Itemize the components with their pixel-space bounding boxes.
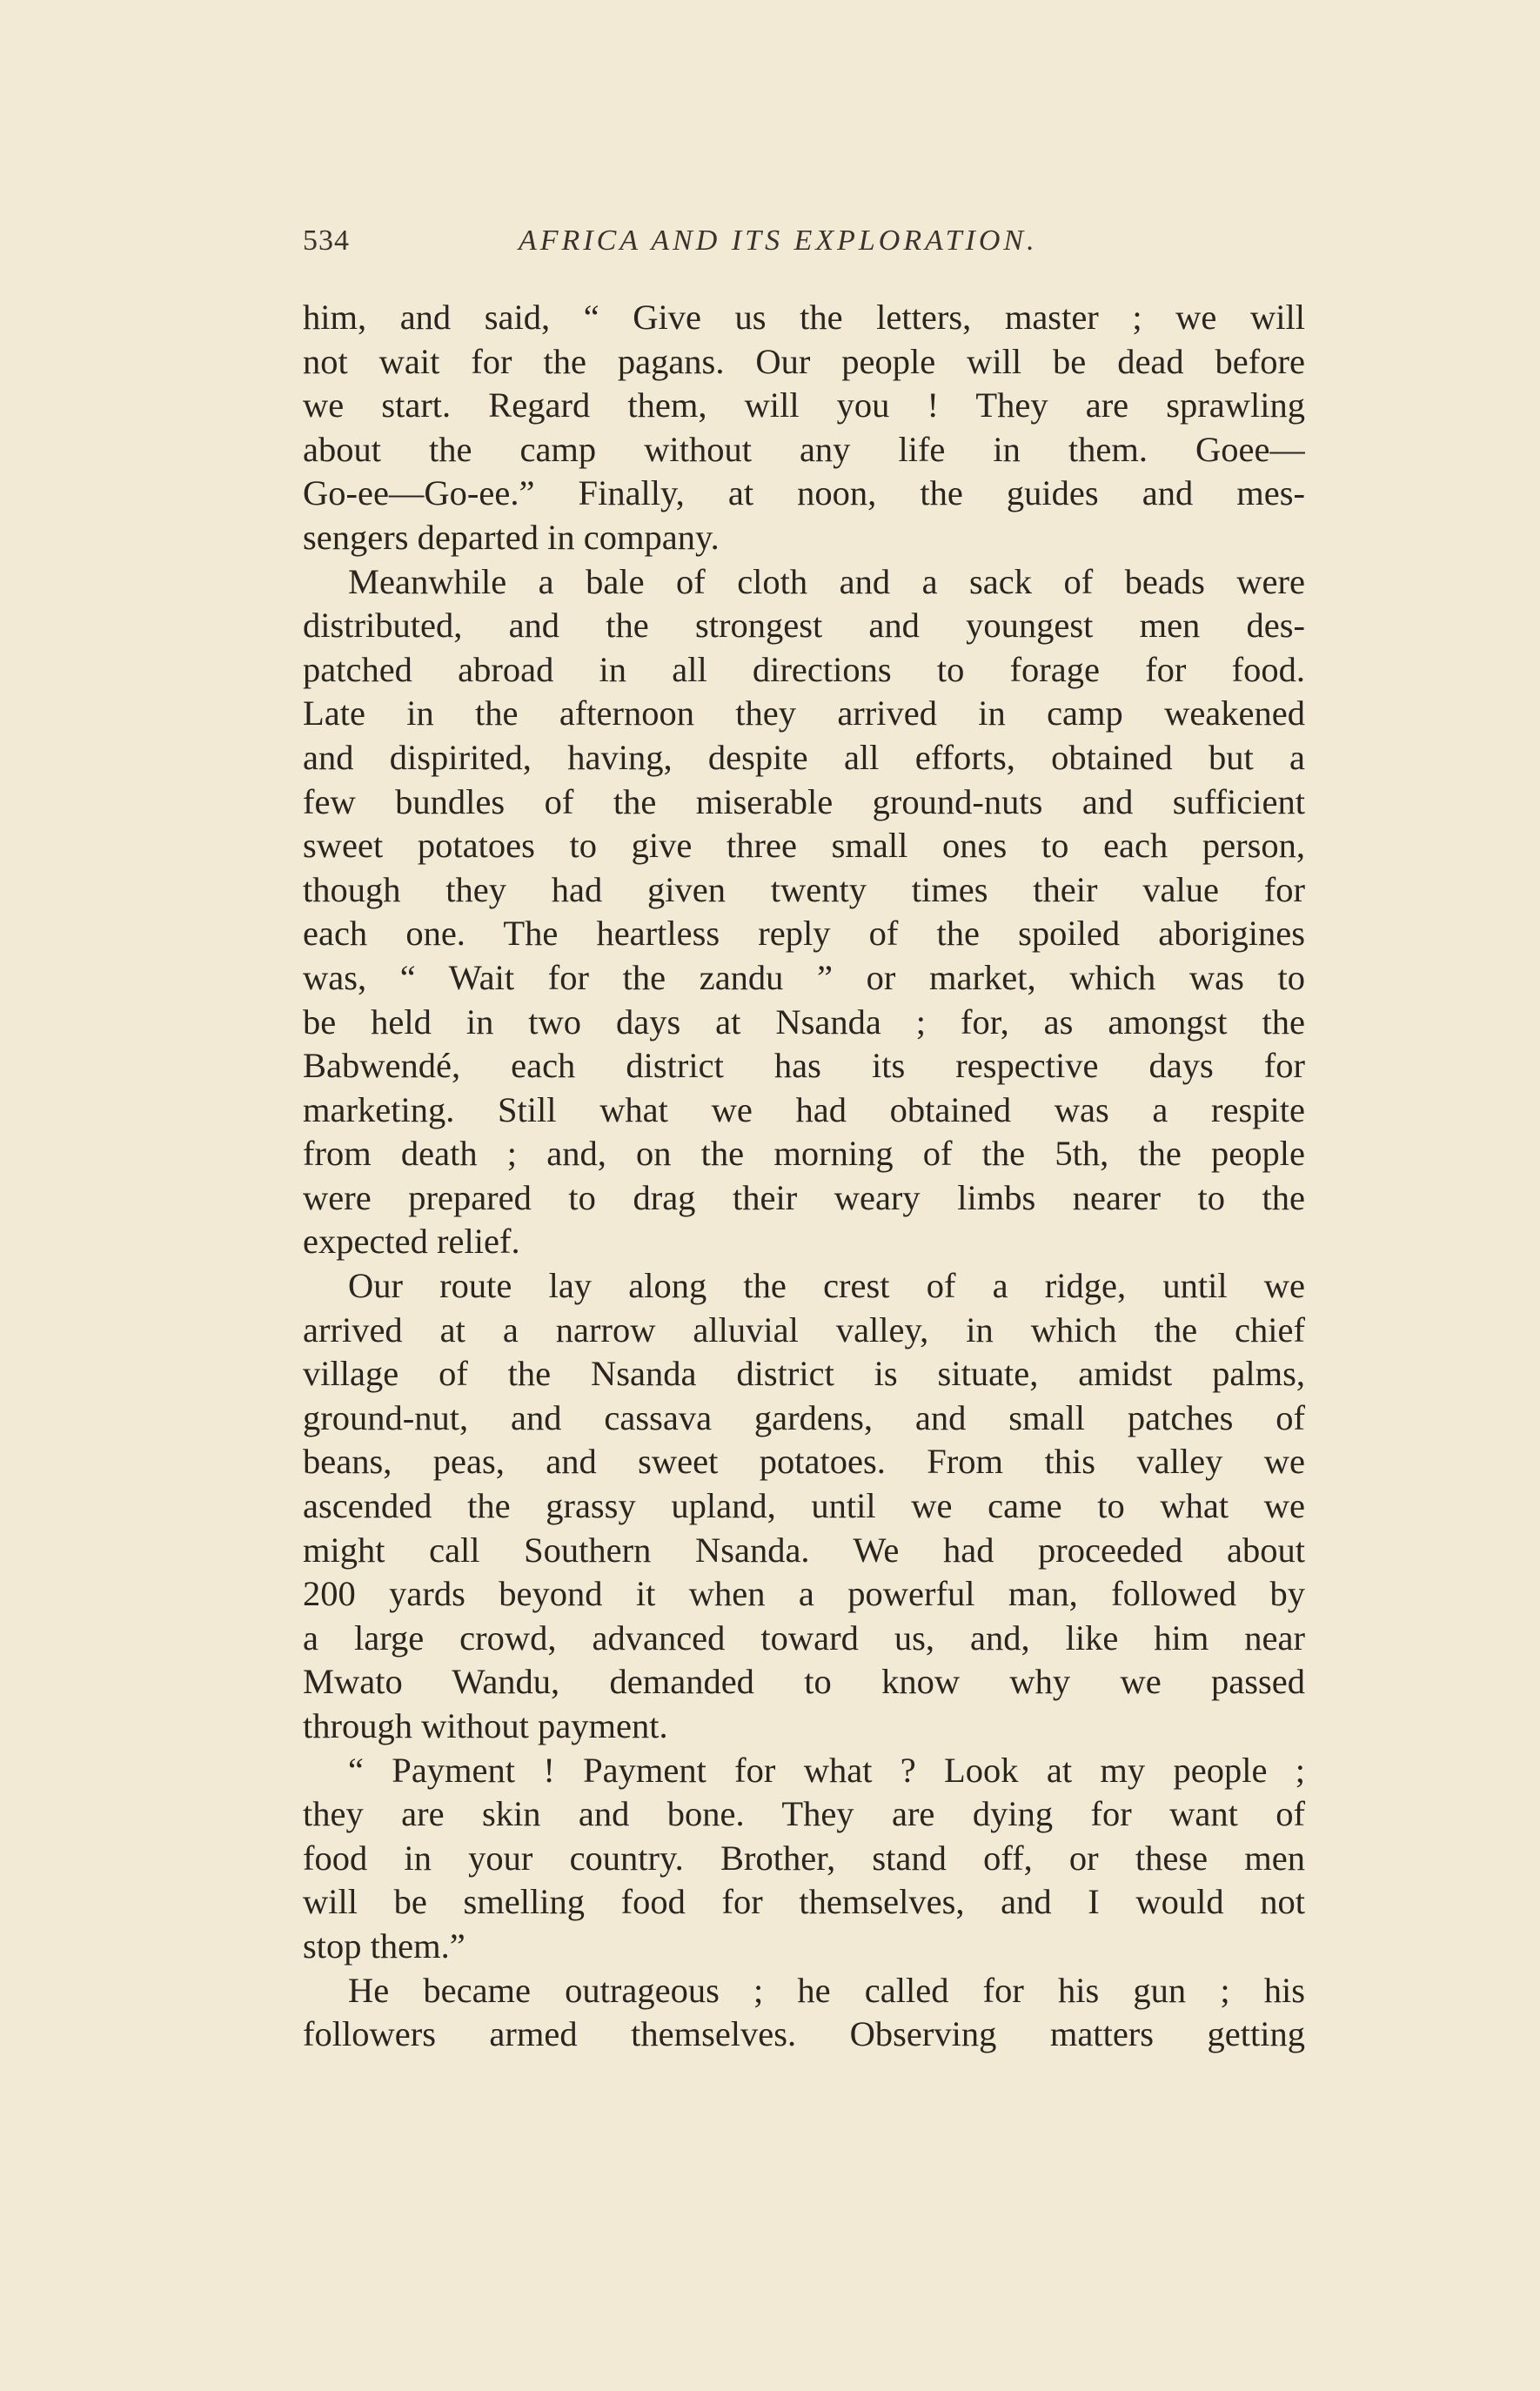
text-line: were prepared to drag their weary limbs nearer to the	[303, 1177, 1305, 1217]
text-line: ascended the grassy upland, until we came to what we	[303, 1486, 1305, 1526]
text-line: village of the Nsanda district is situate, amidst palms,	[303, 1354, 1305, 1394]
text-line: we start. Regard them, will you ! They are sprawling	[303, 385, 1305, 425]
text-line: followers armed themselves. Observing matters getting	[303, 2014, 1305, 2054]
paragraph-start-line: Our route lay along the crest of a ridge, until we	[348, 1266, 1305, 1306]
text-line: a large crowd, advanced toward us, and, like him near	[303, 1617, 1305, 1658]
text-line: not wait for the pagans. Our people will be dead before	[303, 341, 1305, 381]
text-line: about the camp without any life in them. Goee—	[303, 429, 1305, 469]
text-line: and dispirited, having, despite all efforts, obtained but a	[303, 737, 1305, 777]
text-line: 200 yards beyond it when a powerful man, followed by	[303, 1574, 1305, 1614]
page-number: 534	[303, 224, 350, 257]
text-line: beans, peas, and sweet potatoes. From this valley we	[303, 1442, 1305, 1482]
running-title: AFRICA AND ITS EXPLORATION.	[519, 224, 1038, 257]
text-line: from death ; and, on the morning of the 5th, the people	[303, 1134, 1305, 1174]
text-line: food in your country. Brother, stand off, or these men	[303, 1838, 1305, 1878]
text-line: ground-nut, and cassava gardens, and small patches of	[303, 1397, 1305, 1437]
text-line: sengers departed in company.	[303, 517, 720, 557]
paragraph-start-line: “ Payment ! Payment for what ? Look at my people ;	[348, 1750, 1305, 1790]
text-line: marketing. Still what we had obtained was a respite	[303, 1089, 1305, 1129]
text-line: patched abroad in all directions to forage for food.	[303, 649, 1305, 689]
text-line: will be smelling food for themselves, and I would not	[303, 1882, 1305, 1922]
text-line: might call Southern Nsanda. We had proceeded about	[303, 1530, 1305, 1570]
text-line: expected relief.	[303, 1222, 520, 1262]
paragraph-start-line: Meanwhile a bale of cloth and a sack of beads were	[348, 561, 1305, 601]
text-line: be held in two days at Nsanda ; for, as amongst the	[303, 1001, 1305, 1041]
text-line: was, “ Wait for the zandu ” or market, which was to	[303, 957, 1305, 997]
text-line: Go-ee—Go-ee.” Finally, at noon, the guides and mes-	[303, 473, 1305, 513]
text-line: stop them.”	[303, 1926, 465, 1966]
text-line: sweet potatoes to give three small ones to each person,	[303, 826, 1305, 866]
text-line: through without payment.	[303, 1706, 668, 1745]
text-line: they are skin and bone. They are dying for want of	[303, 1794, 1305, 1834]
text-line: arrived at a narrow alluvial valley, in which the chief	[303, 1309, 1305, 1350]
text-line: Babwendé, each district has its respective days for	[303, 1046, 1305, 1086]
text-line: few bundles of the miserable ground-nuts and sufficient	[303, 781, 1305, 821]
text-line: him, and said, “ Give us the letters, master ; we will	[303, 298, 1305, 337]
running-head	[303, 224, 1303, 263]
text-line: Late in the afternoon they arrived in camp weakened	[303, 693, 1305, 733]
text-line: though they had given twenty times their value for	[303, 869, 1305, 909]
text-line: distributed, and the strongest and youngest men des-	[303, 606, 1305, 646]
paragraph-start-line: He became outrageous ; he called for his gun ; his	[348, 1970, 1305, 2010]
text-line: each one. The heartless reply of the spoiled aborigines	[303, 914, 1305, 954]
text-line: Mwato Wandu, demanded to know why we passed	[303, 1662, 1305, 1702]
body-text	[303, 296, 1305, 2057]
